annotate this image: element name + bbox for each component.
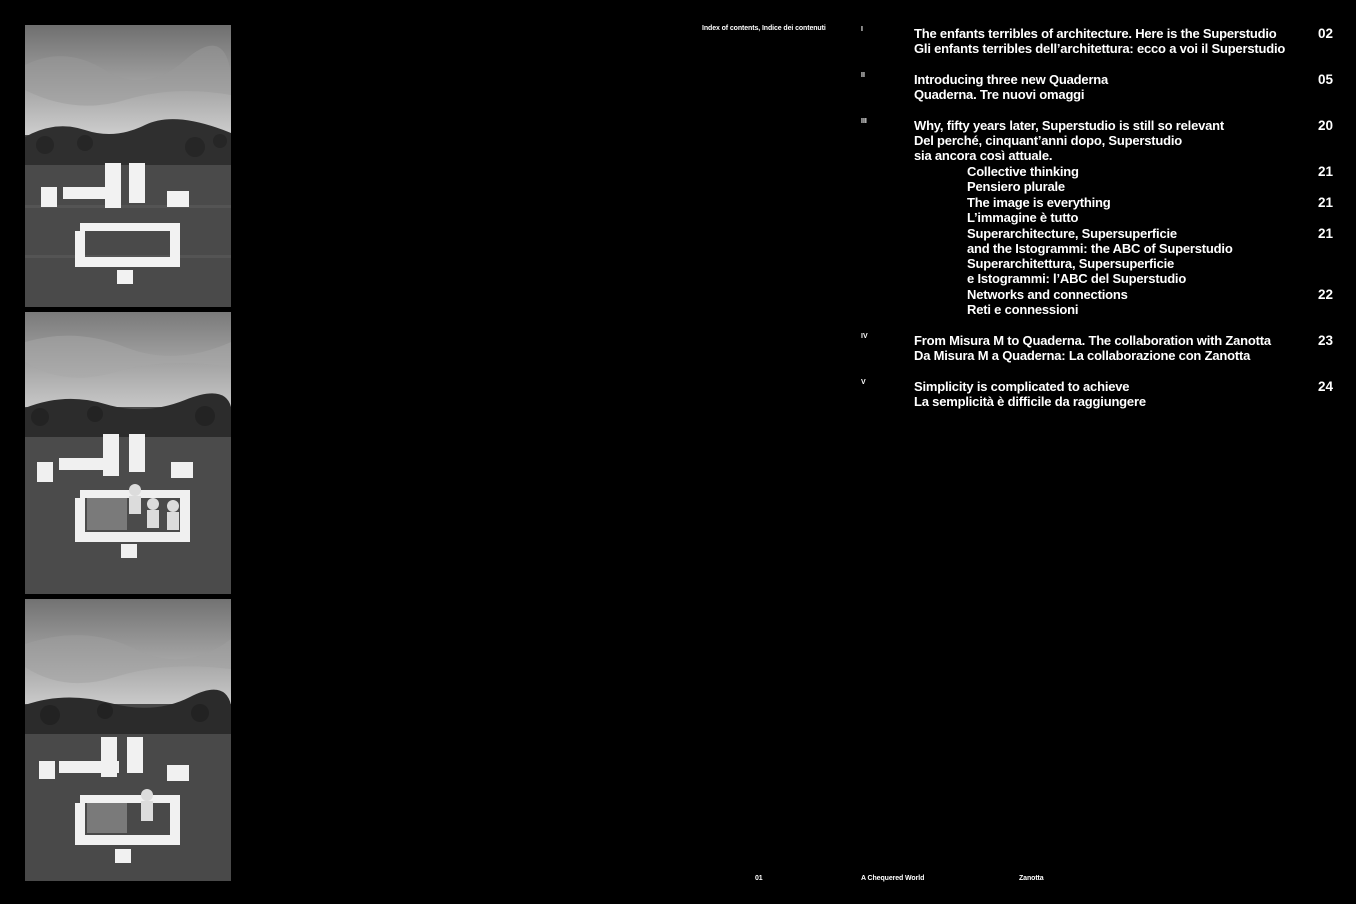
photo-modular-furniture-field-children: [25, 312, 231, 594]
section-2-numeral: II: [861, 72, 865, 79]
section-3-title-en[interactable]: Why, fifty years later, Superstudio is still so relevant: [914, 118, 1225, 133]
section-3-title-it-line-1[interactable]: Del perché, cinquant’anni dopo, Superstudio: [914, 133, 1183, 148]
subsection-3-2-page: 21: [1317, 195, 1333, 210]
section-1-numeral: I: [861, 26, 863, 33]
subsection-3-4-title-it[interactable]: Reti e connessioni: [967, 302, 1079, 317]
section-2-title-it[interactable]: Quaderna. Tre nuovi omaggi: [914, 87, 1085, 102]
subsection-3-1-page: 21: [1317, 164, 1333, 179]
section-2-title-en[interactable]: Introducing three new Quaderna: [914, 72, 1109, 87]
subsection-3-1-title-en[interactable]: Collective thinking: [967, 164, 1079, 179]
subsection-3-3-title-it-line-2[interactable]: e Istogrammi: l’ABC del Superstudio: [967, 271, 1187, 286]
section-3-title-it-line-2[interactable]: sia ancora così attuale.: [914, 148, 1053, 163]
section-5-numeral: V: [861, 379, 866, 386]
subsection-3-3-title-en-line-1[interactable]: Superarchitecture, Supersuperficie: [967, 226, 1177, 241]
section-5-page: 24: [1317, 379, 1333, 394]
section-3-numeral: III: [861, 118, 867, 125]
subsection-3-4-page: 22: [1317, 287, 1333, 302]
subsection-3-2-title-en[interactable]: The image is everything: [967, 195, 1111, 210]
subsection-3-2-title-it[interactable]: L’immagine è tutto: [967, 210, 1079, 225]
section-4-numeral: IV: [861, 333, 868, 340]
subsection-3-3-title-it-line-1[interactable]: Superarchitettura, Supersuperficie: [967, 256, 1175, 271]
section-4-title-en[interactable]: From Misura M to Quaderna. The collaboration with Zanotta: [914, 333, 1271, 348]
index-heading: Index of contents, Indice dei contenuti: [702, 25, 826, 32]
section-2-page: 05: [1317, 72, 1333, 87]
subsection-3-4-title-en[interactable]: Networks and connections: [967, 287, 1128, 302]
section-1-title-en[interactable]: The enfants terribles of architecture. Here is the Superstudio: [914, 26, 1277, 41]
footer-brand: Zanotta: [1019, 875, 1044, 882]
subsection-3-1-title-it[interactable]: Pensiero plurale: [967, 179, 1065, 194]
photo-modular-furniture-field-empty: [25, 25, 231, 307]
subsection-3-3-title-en-line-2[interactable]: and the Istogrammi: the ABC of Superstudio: [967, 241, 1233, 256]
section-4-title-it[interactable]: Da Misura M a Quaderna: La collaborazione con Zanotta: [914, 348, 1251, 363]
section-3-page: 20: [1317, 118, 1333, 133]
section-1-title-it[interactable]: Gli enfants terribles dell’architettura: ecco a voi il Superstudio: [914, 41, 1286, 56]
subsection-3-3-page: 21: [1317, 226, 1333, 241]
footer-publication-title: A Chequered World: [861, 875, 925, 882]
section-5-title-en[interactable]: Simplicity is complicated to achieve: [914, 379, 1130, 394]
photo-modular-furniture-field-child: [25, 599, 231, 881]
section-4-page: 23: [1317, 333, 1333, 348]
footer-page-number: 01: [755, 875, 763, 882]
section-1-page: 02: [1317, 26, 1333, 41]
section-5-title-it[interactable]: La semplicità è difficile da raggiungere: [914, 394, 1146, 409]
